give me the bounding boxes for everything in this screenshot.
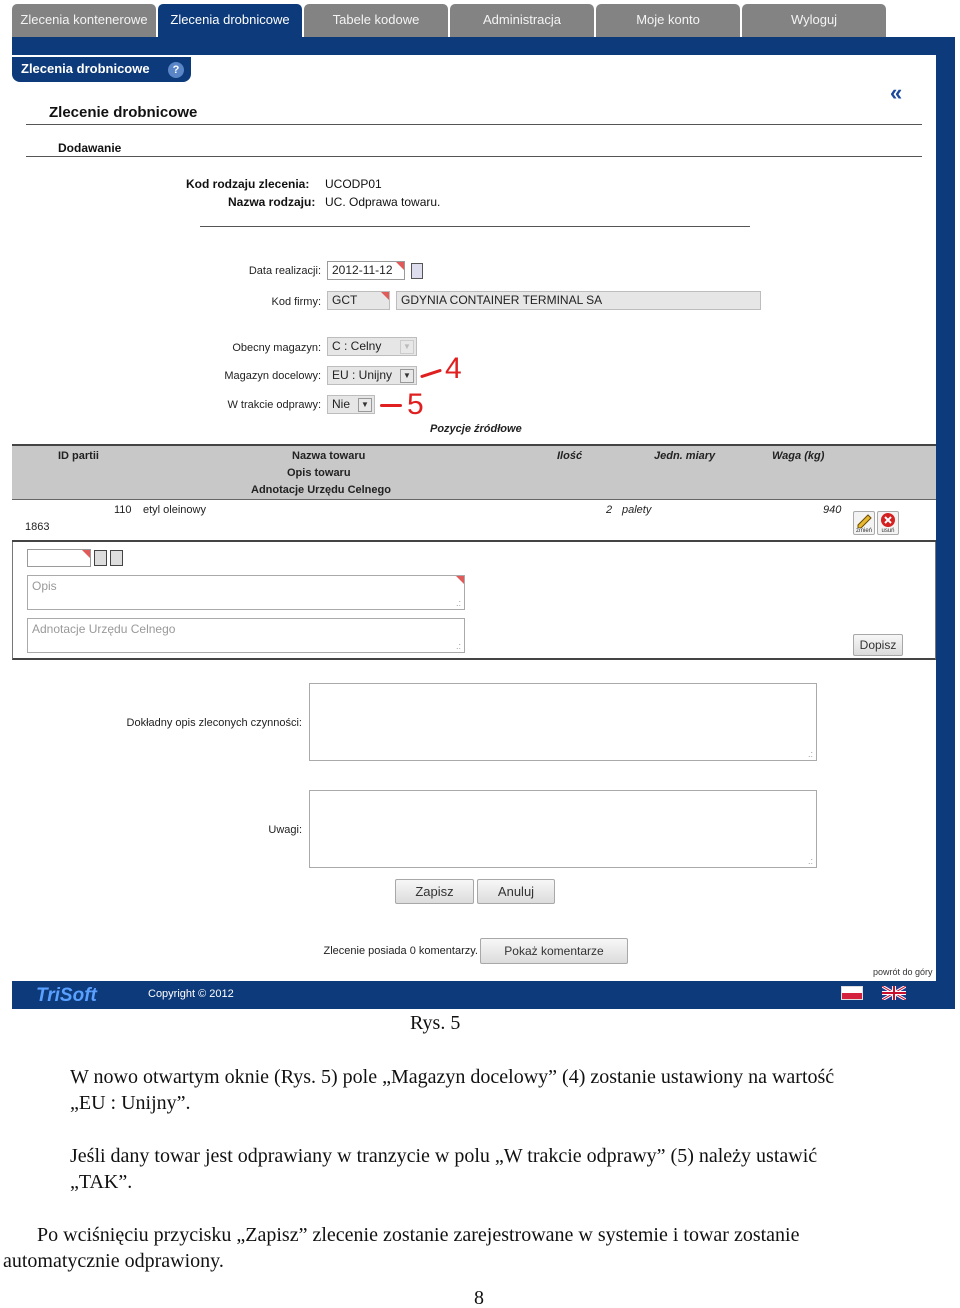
delete-button[interactable] xyxy=(877,511,899,535)
delete-caption: usuń xyxy=(881,528,895,534)
data-realizacji-value: 2012-11-12 xyxy=(332,263,393,277)
opis-placeholder: Opis xyxy=(32,579,57,593)
download-icon[interactable] xyxy=(110,550,123,566)
obecny-label: Obecny magazyn: xyxy=(232,342,321,354)
page-title: Zlecenie drobnicowe xyxy=(49,104,198,121)
chevron-down-icon[interactable]: ▼ xyxy=(400,369,414,383)
adnotacje-textarea[interactable]: Adnotacje Urzędu Celnego .: xyxy=(27,618,465,653)
paragraph-2: Jeśli dany towar jest odprawiany w tranzycie w polu „W trakcie odprawy” (5) należy ustawić xyxy=(70,1145,818,1167)
col-waga: Waga (kg) xyxy=(772,450,825,462)
firma-name-field xyxy=(396,291,761,310)
uwagi-textarea[interactable]: .: xyxy=(309,790,817,868)
annotation-line-5 xyxy=(380,404,402,407)
add-position-box xyxy=(12,542,936,660)
dokladny-textarea[interactable]: .: xyxy=(309,683,817,761)
kod-value: UCODP01 xyxy=(325,177,382,191)
tab-administracja[interactable]: Administracja xyxy=(450,4,594,38)
trisoft-logo: TriSoft xyxy=(36,985,97,1006)
collapse-icon[interactable]: « xyxy=(890,80,898,105)
col-nazwa: Nazwa towaru xyxy=(292,450,366,462)
uk-flag-icon[interactable] xyxy=(882,986,906,1000)
page-number: 8 xyxy=(474,1287,484,1308)
nazwa-value: UC. Odprawa towaru. xyxy=(325,195,441,209)
delete-icon xyxy=(878,512,898,528)
row-qty: 2 xyxy=(606,504,613,516)
trakcie-label: W trakcie odprawy: xyxy=(227,399,321,411)
firma-label: Kod firmy: xyxy=(271,296,321,308)
divider xyxy=(26,124,922,125)
tab-wyloguj[interactable]: Wyloguj xyxy=(742,4,886,38)
dopisz-button[interactable]: Dopisz xyxy=(853,634,903,656)
back-to-top-link[interactable]: powrót do góry xyxy=(873,967,933,977)
row-id: 1863 xyxy=(25,521,50,533)
polish-flag-icon[interactable] xyxy=(841,986,863,1000)
kod-firmy-value: GCT xyxy=(332,293,358,307)
divider xyxy=(200,226,750,227)
w-trakcie-odprawy-value: Nie xyxy=(332,397,351,411)
data-label: Data realizacji: xyxy=(248,265,321,277)
chevron-down-icon: ▼ xyxy=(400,340,414,354)
row-unit: palety xyxy=(622,504,652,516)
annotation-5: 5 xyxy=(407,388,424,421)
magazyn-docelowy-value: EU : Unijny xyxy=(332,368,393,382)
section-pill: Zlecenia drobnicowe xyxy=(12,57,191,82)
grid-header xyxy=(12,444,936,500)
subsection-title: Dodawanie xyxy=(58,141,122,155)
col-opis: Opis towaru xyxy=(287,467,351,479)
tab-zlecenia-kontenerowe[interactable]: Zlecenia kontenerowe xyxy=(12,4,156,38)
pozycje-label: Pozycje źródłowe xyxy=(430,423,522,435)
annotation-4: 4 xyxy=(445,352,462,385)
opis-textarea[interactable]: Opis .: xyxy=(27,575,465,610)
magazyn-docelowy-select[interactable] xyxy=(327,366,417,385)
paragraph-1b: „EU : Unijny”. xyxy=(70,1092,191,1114)
copyright: Copyright © 2012 xyxy=(148,988,234,1000)
edit-button[interactable] xyxy=(853,511,875,535)
paragraph-2b: „TAK”. xyxy=(70,1171,133,1193)
firma-name-value: GDYNIA CONTAINER TERMINAL SA xyxy=(401,293,603,307)
docelowy-label: Magazyn docelowy: xyxy=(224,370,321,382)
paragraph-3: Po wciśnięciu przycisku „Zapisz” zlecenie zostanie zarejestrowane w systemie i towar zostanie xyxy=(37,1224,800,1246)
col-id: ID partii xyxy=(58,450,99,462)
uwagi-label: Uwagi: xyxy=(268,824,302,836)
zapisz-button[interactable]: Zapisz xyxy=(395,879,474,904)
table-row xyxy=(12,500,936,542)
partia-input[interactable] xyxy=(27,549,91,567)
tab-moje-konto[interactable]: Moje konto xyxy=(596,4,740,38)
kod-firmy-input[interactable] xyxy=(327,291,390,310)
obecny-magazyn-value: C : Celny xyxy=(332,339,382,353)
dokladny-label: Dokładny opis zleconych czynności: xyxy=(126,717,302,729)
tab-tabele-kodowe[interactable]: Tabele kodowe xyxy=(304,4,448,38)
data-realizacji-input[interactable] xyxy=(327,261,405,280)
paragraph-3b: automatycznie odprawiony. xyxy=(3,1250,224,1272)
row-num: 110 xyxy=(114,504,132,516)
col-ilosc: Ilość xyxy=(557,450,583,462)
list-icon[interactable] xyxy=(94,550,107,566)
pencil-icon xyxy=(854,512,874,528)
help-icon[interactable]: ? xyxy=(168,62,184,78)
row-name: etyl oleinowy xyxy=(143,504,206,516)
chevron-down-icon[interactable]: ▼ xyxy=(358,398,372,412)
col-jedn: Jedn. miary xyxy=(654,450,716,462)
figure-caption: Rys. 5 xyxy=(410,1012,461,1034)
anuluj-button[interactable]: Anuluj xyxy=(477,879,555,904)
nazwa-label: Nazwa rodzaju: xyxy=(228,195,316,209)
edit-caption: zmień xyxy=(855,528,872,534)
w-trakcie-odprawy-select[interactable] xyxy=(327,395,375,414)
adnotacje-placeholder: Adnotacje Urzędu Celnego xyxy=(32,622,176,636)
divider xyxy=(26,156,922,157)
calendar-icon[interactable] xyxy=(411,263,423,279)
obecny-magazyn-select xyxy=(327,337,417,356)
tab-zlecenia-drobnicowe[interactable]: Zlecenia drobnicowe xyxy=(158,4,302,38)
paragraph-1: W nowo otwartym oknie (Rys. 5) pole „Magazyn docelowy” (4) zostanie ustawiony na wartość xyxy=(70,1066,835,1088)
col-adnotacje: Adnotacje Urzędu Celnego xyxy=(251,484,391,496)
row-weight: 940 xyxy=(823,504,842,516)
kod-label: Kod rodzaju zlecenia: xyxy=(186,177,310,191)
show-comments-button[interactable]: Pokaż komentarze xyxy=(480,938,628,964)
comments-count: Zlecenie posiada 0 komentarzy. xyxy=(323,945,478,957)
